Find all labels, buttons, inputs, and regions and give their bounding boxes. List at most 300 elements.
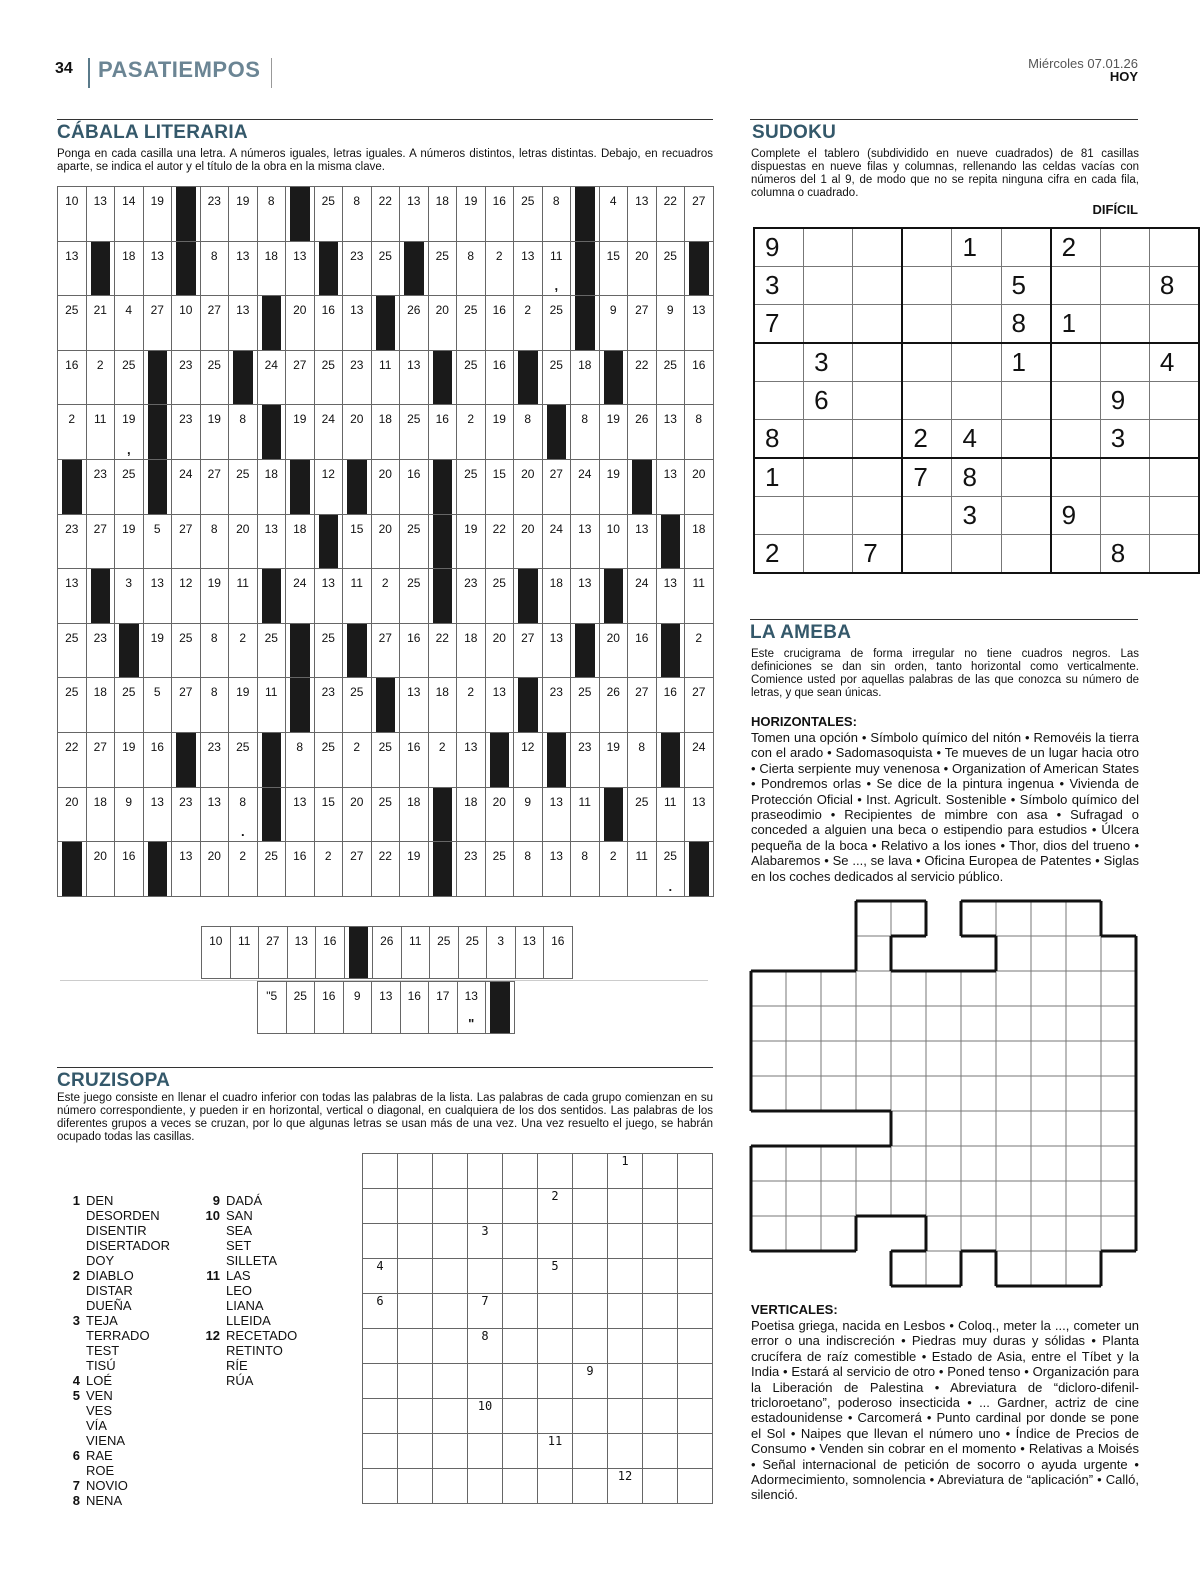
cruzisopa-cell[interactable] xyxy=(468,1329,503,1364)
ameba-cell[interactable] xyxy=(856,1181,891,1216)
sudoku-cell[interactable] xyxy=(853,228,903,267)
ameba-cell[interactable] xyxy=(821,1076,856,1111)
ameba-cell[interactable] xyxy=(961,1041,996,1076)
ameba-cell[interactable] xyxy=(1101,1076,1136,1111)
cruzisopa-cell[interactable] xyxy=(398,1469,433,1504)
code-cell xyxy=(400,787,429,842)
sudoku-cell[interactable] xyxy=(853,305,903,344)
sudoku-cell[interactable] xyxy=(902,382,952,420)
sudoku-cell[interactable] xyxy=(1149,420,1199,459)
cell-code: 26 xyxy=(635,412,649,427)
black-cell xyxy=(86,569,115,624)
ameba-cell[interactable] xyxy=(1066,971,1101,1006)
sudoku-cell[interactable] xyxy=(902,535,952,574)
ameba-cell[interactable] xyxy=(1066,1216,1101,1251)
sudoku-cell[interactable] xyxy=(1001,228,1051,267)
ameba-cell[interactable] xyxy=(926,1146,961,1181)
code-cell xyxy=(400,623,429,678)
cruzisopa-cell[interactable] xyxy=(503,1224,538,1259)
cruzisopa-cell[interactable] xyxy=(643,1259,678,1294)
cell-code: 2 xyxy=(239,849,247,864)
ameba-cell[interactable] xyxy=(926,1041,961,1076)
cruzisopa-cell[interactable] xyxy=(573,1154,608,1189)
ameba-cell[interactable] xyxy=(821,1181,856,1216)
cruzisopa-cell[interactable] xyxy=(573,1399,608,1434)
sudoku-cell[interactable] xyxy=(804,228,853,267)
sudoku-cell[interactable] xyxy=(1051,382,1101,420)
sudoku-cell[interactable] xyxy=(902,343,952,382)
sudoku-cell[interactable] xyxy=(1051,420,1101,459)
cruzisopa-cell[interactable] xyxy=(538,1259,573,1294)
cell-code: 18 xyxy=(464,630,478,645)
ameba-cell[interactable] xyxy=(1031,971,1066,1006)
ameba-cell[interactable] xyxy=(821,1041,856,1076)
sudoku-cell[interactable] xyxy=(1100,497,1149,535)
cruzisopa-cell[interactable] xyxy=(363,1294,398,1329)
cruzisopa-cell[interactable] xyxy=(433,1434,468,1469)
code-cell xyxy=(400,514,429,569)
cell-code: 27 xyxy=(635,685,649,700)
ameba-cell[interactable] xyxy=(786,1146,821,1181)
black-cell xyxy=(286,187,315,242)
ameba-cell[interactable] xyxy=(891,1181,926,1216)
cruzisopa-cell[interactable] xyxy=(678,1224,713,1259)
word-list-item xyxy=(58,1493,170,1508)
cruzisopa-cell[interactable] xyxy=(398,1259,433,1294)
cruzisopa-cell[interactable] xyxy=(503,1154,538,1189)
sudoku-cell[interactable] xyxy=(1100,267,1149,305)
ameba-cell[interactable] xyxy=(1066,1041,1101,1076)
sudoku-cell[interactable] xyxy=(1100,458,1149,497)
ameba-cell[interactable] xyxy=(1101,1146,1136,1181)
cruzisopa-cell[interactable] xyxy=(573,1329,608,1364)
ameba-cell[interactable] xyxy=(786,1076,821,1111)
ameba-cell[interactable] xyxy=(751,1146,786,1181)
ameba-cell[interactable] xyxy=(1101,1181,1136,1216)
ameba-cell[interactable] xyxy=(1066,936,1101,971)
cruzisopa-cell[interactable] xyxy=(503,1259,538,1294)
ameba-cell[interactable] xyxy=(856,901,891,936)
ameba-cell[interactable] xyxy=(1031,1251,1066,1286)
cruzisopa-cell[interactable] xyxy=(538,1224,573,1259)
ameba-cell[interactable] xyxy=(1101,1111,1136,1146)
ameba-cell[interactable] xyxy=(996,1251,1031,1286)
ameba-cell[interactable] xyxy=(786,971,821,1006)
cell-code: 5 xyxy=(153,521,161,536)
sudoku-cell[interactable] xyxy=(853,343,903,382)
ameba-cell[interactable] xyxy=(856,1076,891,1111)
sudoku-cell[interactable] xyxy=(1149,305,1199,344)
sudoku-cell[interactable] xyxy=(853,420,903,459)
cruzisopa-cell[interactable] xyxy=(678,1364,713,1399)
cruzisopa-cell[interactable] xyxy=(573,1224,608,1259)
cruzisopa-cell[interactable] xyxy=(643,1329,678,1364)
cell-code: 26 xyxy=(407,303,421,318)
sudoku-cell: 1 xyxy=(1051,305,1101,344)
sudoku-cell[interactable] xyxy=(1001,497,1051,535)
cruzisopa-cell[interactable] xyxy=(363,1154,398,1189)
word-list-item xyxy=(58,1478,170,1493)
cruzisopa-cell[interactable] xyxy=(573,1294,608,1329)
cruzisopa-cell[interactable] xyxy=(538,1364,573,1399)
ameba-cell[interactable] xyxy=(1031,1146,1066,1181)
ameba-cell[interactable] xyxy=(856,1041,891,1076)
cruzisopa-cell[interactable] xyxy=(678,1294,713,1329)
ameba-cell[interactable] xyxy=(996,1111,1031,1146)
cell-code: 20 xyxy=(293,303,307,318)
ameba-cell[interactable] xyxy=(821,971,856,1006)
sudoku-cell[interactable] xyxy=(1051,267,1101,305)
ameba-cell[interactable] xyxy=(891,1146,926,1181)
sudoku-cell[interactable] xyxy=(1051,535,1101,574)
ameba-cell[interactable] xyxy=(996,1006,1031,1041)
ameba-cell[interactable] xyxy=(786,1041,821,1076)
ameba-cell[interactable] xyxy=(891,1251,926,1286)
cruzisopa-cell[interactable] xyxy=(538,1329,573,1364)
sudoku-cell[interactable] xyxy=(804,458,853,497)
cruzisopa-cell[interactable] xyxy=(608,1364,643,1399)
sudoku-cell[interactable] xyxy=(1149,497,1199,535)
ameba-cell[interactable] xyxy=(996,1146,1031,1181)
cruzisopa-cell[interactable] xyxy=(433,1329,468,1364)
ameba-cell[interactable] xyxy=(961,901,996,936)
cruzisopa-cell[interactable] xyxy=(503,1294,538,1329)
cruzisopa-row xyxy=(363,1294,713,1329)
cruzisopa-cell[interactable] xyxy=(433,1259,468,1294)
sudoku-cell[interactable] xyxy=(804,420,853,459)
code-cell xyxy=(314,296,343,351)
ameba-cell[interactable] xyxy=(891,1041,926,1076)
cruzisopa-cell[interactable] xyxy=(468,1399,503,1434)
ameba-cell[interactable] xyxy=(856,1146,891,1181)
sudoku-cell[interactable] xyxy=(902,228,952,267)
ameba-cell[interactable] xyxy=(926,1076,961,1111)
ameba-cell[interactable] xyxy=(1066,1251,1101,1286)
ameba-cell[interactable] xyxy=(1066,901,1101,936)
sudoku-cell[interactable] xyxy=(853,458,903,497)
ameba-cell[interactable] xyxy=(751,1181,786,1216)
cruzisopa-cell[interactable] xyxy=(503,1329,538,1364)
cruzisopa-cell[interactable] xyxy=(468,1364,503,1399)
cell-code: 13 xyxy=(635,521,649,536)
code-cell xyxy=(542,678,571,733)
cruzisopa-cell[interactable] xyxy=(573,1189,608,1224)
cruzisopa-cell[interactable] xyxy=(608,1189,643,1224)
cell-code: 18 xyxy=(378,412,392,427)
cruzisopa-cell[interactable] xyxy=(678,1434,713,1469)
sudoku-cell[interactable] xyxy=(902,305,952,344)
cabala-row xyxy=(58,350,714,405)
sudoku-cell[interactable] xyxy=(1051,343,1101,382)
code-cell xyxy=(514,187,543,242)
ameba-cell[interactable] xyxy=(751,1076,786,1111)
cruzisopa-cell[interactable] xyxy=(398,1294,433,1329)
cruzisopa-cell[interactable] xyxy=(643,1294,678,1329)
cruzisopa-cell[interactable] xyxy=(433,1364,468,1399)
cruzisopa-cell[interactable] xyxy=(538,1189,573,1224)
sudoku-cell[interactable] xyxy=(952,535,1001,574)
sudoku-cell[interactable] xyxy=(853,497,903,535)
cruzisopa-cell[interactable] xyxy=(363,1224,398,1259)
cruzisopa-cell[interactable] xyxy=(503,1364,538,1399)
cruzisopa-cell[interactable] xyxy=(608,1399,643,1434)
ameba-cell[interactable] xyxy=(1066,1146,1101,1181)
cruzisopa-cell[interactable] xyxy=(433,1224,468,1259)
ameba-cell[interactable] xyxy=(961,1076,996,1111)
sudoku-cell[interactable] xyxy=(902,267,952,305)
black-cell xyxy=(229,350,258,405)
sudoku-cell[interactable] xyxy=(902,497,952,535)
ameba-cell[interactable] xyxy=(961,1181,996,1216)
ameba-cell[interactable] xyxy=(961,971,996,1006)
ameba-cell[interactable] xyxy=(1031,1006,1066,1041)
cruzisopa-cell[interactable] xyxy=(433,1154,468,1189)
cruzisopa-cell[interactable] xyxy=(398,1329,433,1364)
cruzisopa-cell[interactable] xyxy=(468,1189,503,1224)
code-cell xyxy=(656,187,685,242)
cruzisopa-cell[interactable] xyxy=(608,1434,643,1469)
cruzisopa-cell[interactable] xyxy=(398,1399,433,1434)
ameba-cell[interactable] xyxy=(821,1006,856,1041)
cruzisopa-rule xyxy=(57,1067,713,1068)
cruzisopa-cell[interactable] xyxy=(503,1434,538,1469)
ameba-cell[interactable] xyxy=(1031,1076,1066,1111)
cruzisopa-cell[interactable] xyxy=(503,1399,538,1434)
ameba-cell[interactable] xyxy=(786,1216,821,1251)
cruzisopa-cell[interactable] xyxy=(398,1154,433,1189)
ameba-cell[interactable] xyxy=(961,1146,996,1181)
ameba-cell[interactable] xyxy=(1031,1216,1066,1251)
sudoku-cell[interactable] xyxy=(1100,228,1149,267)
sudoku-cell[interactable] xyxy=(1149,458,1199,497)
ameba-cell[interactable] xyxy=(786,1181,821,1216)
ameba-cell[interactable] xyxy=(926,971,961,1006)
cruzisopa-cell[interactable] xyxy=(573,1469,608,1504)
sudoku-cell[interactable] xyxy=(1001,382,1051,420)
cruzisopa-cell[interactable] xyxy=(678,1399,713,1434)
cruzisopa-cell[interactable] xyxy=(538,1434,573,1469)
ameba-cell[interactable] xyxy=(996,1041,1031,1076)
ameba-cell[interactable] xyxy=(926,1181,961,1216)
sudoku-cell[interactable] xyxy=(952,267,1001,305)
cruzisopa-cell[interactable] xyxy=(363,1399,398,1434)
cruzisopa-cell[interactable] xyxy=(363,1259,398,1294)
ameba-cell[interactable] xyxy=(996,901,1031,936)
ameba-cell[interactable] xyxy=(1031,1181,1066,1216)
sudoku-cell[interactable] xyxy=(754,382,804,420)
code-cell xyxy=(143,569,172,624)
cruzisopa-cell[interactable] xyxy=(678,1469,713,1504)
ameba-cell[interactable] xyxy=(926,1006,961,1041)
cruzisopa-cell[interactable] xyxy=(363,1329,398,1364)
cruzisopa-cell[interactable] xyxy=(363,1469,398,1504)
cruzisopa-cell[interactable] xyxy=(643,1189,678,1224)
cruzisopa-cell[interactable] xyxy=(643,1434,678,1469)
sudoku-cell[interactable] xyxy=(804,267,853,305)
ameba-cell[interactable] xyxy=(1101,936,1136,971)
ameba-cell[interactable] xyxy=(1031,1041,1066,1076)
cell-code: 23 xyxy=(321,685,335,700)
sudoku-cell[interactable] xyxy=(1001,458,1051,497)
cell-code: 23 xyxy=(207,194,221,208)
cruzisopa-cell[interactable] xyxy=(643,1364,678,1399)
cruzisopa-cell[interactable] xyxy=(433,1469,468,1504)
cruzisopa-cell[interactable] xyxy=(468,1259,503,1294)
sudoku-cell[interactable] xyxy=(1149,535,1199,574)
cruzisopa-cell[interactable] xyxy=(678,1154,713,1189)
ameba-cell[interactable] xyxy=(1066,1181,1101,1216)
ameba-cell[interactable] xyxy=(926,1251,961,1286)
ameba-cell[interactable] xyxy=(1101,1216,1136,1251)
ameba-cell[interactable] xyxy=(1101,971,1136,1006)
cruzisopa-cell[interactable] xyxy=(363,1189,398,1224)
ameba-cell[interactable] xyxy=(821,1146,856,1181)
ameba-cell[interactable] xyxy=(1031,1111,1066,1146)
ameba-cell[interactable] xyxy=(996,971,1031,1006)
code-cell xyxy=(58,623,87,678)
ameba-cell[interactable] xyxy=(1031,901,1066,936)
cruzisopa-cell[interactable] xyxy=(433,1294,468,1329)
ameba-cell[interactable] xyxy=(926,1216,961,1251)
ameba-cell[interactable] xyxy=(1066,1006,1101,1041)
ameba-cell[interactable] xyxy=(751,971,786,1006)
ameba-cell[interactable] xyxy=(856,971,891,1006)
cell-code: 13 xyxy=(407,357,421,372)
ameba-cell[interactable] xyxy=(996,1216,1031,1251)
ameba-cell[interactable] xyxy=(996,1076,1031,1111)
cruzisopa-cell[interactable] xyxy=(398,1434,433,1469)
cruzisopa-cell[interactable] xyxy=(538,1399,573,1434)
code-cell xyxy=(457,296,486,351)
ameba-cell[interactable] xyxy=(891,901,926,936)
cruzisopa-cell[interactable] xyxy=(363,1434,398,1469)
cell-code: 22 xyxy=(663,194,677,208)
cruzisopa-cell[interactable] xyxy=(573,1259,608,1294)
sudoku-cell[interactable] xyxy=(754,497,804,535)
sudoku-cell[interactable] xyxy=(952,343,1001,382)
sudoku-cell[interactable] xyxy=(1001,535,1051,574)
ameba-cell[interactable] xyxy=(856,936,891,971)
ameba-cell[interactable] xyxy=(961,1216,996,1251)
cruzisopa-cell[interactable] xyxy=(363,1364,398,1399)
code-cell xyxy=(371,241,400,296)
ameba-cell[interactable] xyxy=(751,1006,786,1041)
sudoku-cell[interactable] xyxy=(1100,343,1149,382)
cruzisopa-cell[interactable] xyxy=(608,1469,643,1504)
cruzisopa-cell[interactable] xyxy=(468,1469,503,1504)
cabala-row xyxy=(58,296,714,351)
cell-code: 8 xyxy=(638,739,646,754)
cruzisopa-cell[interactable] xyxy=(643,1154,678,1189)
cell-code: 20 xyxy=(692,466,706,481)
sudoku-cell[interactable] xyxy=(1100,305,1149,344)
cruzisopa-cell[interactable] xyxy=(643,1469,678,1504)
cruzisopa-cell[interactable] xyxy=(608,1259,643,1294)
ameba-cell[interactable] xyxy=(961,1006,996,1041)
cell-code: 20 xyxy=(435,303,449,318)
sudoku-cell[interactable] xyxy=(754,343,804,382)
ameba-cell[interactable] xyxy=(786,1006,821,1041)
cruzisopa-cell[interactable] xyxy=(678,1189,713,1224)
sudoku-cell[interactable] xyxy=(1149,382,1199,420)
cruzisopa-cell[interactable] xyxy=(643,1224,678,1259)
cruzisopa-cell[interactable] xyxy=(573,1364,608,1399)
cruzisopa-cell[interactable] xyxy=(468,1294,503,1329)
sudoku-cell[interactable] xyxy=(1051,458,1101,497)
ameba-cell[interactable] xyxy=(1066,1111,1101,1146)
sudoku-cell[interactable] xyxy=(804,535,853,574)
cruzisopa-cell[interactable] xyxy=(643,1399,678,1434)
sudoku-cell[interactable] xyxy=(952,382,1001,420)
code-cell xyxy=(400,842,429,897)
sudoku-cell: 8 xyxy=(952,458,1001,497)
cruzisopa-cell[interactable] xyxy=(433,1399,468,1434)
cell-code: 11 xyxy=(409,934,422,948)
cruzisopa-cell[interactable] xyxy=(608,1154,643,1189)
ameba-cell[interactable] xyxy=(751,1041,786,1076)
sudoku-cell[interactable] xyxy=(804,497,853,535)
cruzisopa-cell[interactable] xyxy=(468,1434,503,1469)
cruzisopa-cell[interactable] xyxy=(538,1154,573,1189)
ameba-cell[interactable] xyxy=(891,1006,926,1041)
ameba-cell[interactable] xyxy=(856,1006,891,1041)
black-cell xyxy=(542,405,571,460)
sudoku-cell[interactable] xyxy=(1149,228,1199,267)
cell-code: 19 xyxy=(207,576,221,591)
cruzisopa-cell[interactable] xyxy=(608,1224,643,1259)
cruzisopa-cell[interactable] xyxy=(468,1224,503,1259)
ameba-cell[interactable] xyxy=(926,1111,961,1146)
cruzisopa-cell[interactable] xyxy=(573,1434,608,1469)
ameba-cell[interactable] xyxy=(1101,1041,1136,1076)
cruzisopa-cell[interactable] xyxy=(538,1469,573,1504)
sudoku-cell[interactable] xyxy=(1001,420,1051,459)
ameba-cell[interactable] xyxy=(821,1216,856,1251)
sudoku-cell[interactable] xyxy=(952,305,1001,344)
cruzisopa-cell[interactable] xyxy=(678,1259,713,1294)
word-entry: RETINTO xyxy=(226,1343,283,1358)
ameba-cell[interactable] xyxy=(1066,1076,1101,1111)
ameba-cell[interactable] xyxy=(1101,1006,1136,1041)
sudoku-cell[interactable] xyxy=(853,267,903,305)
sudoku-cell[interactable] xyxy=(804,305,853,344)
cruzisopa-cell[interactable] xyxy=(538,1294,573,1329)
cruzisopa-cell[interactable] xyxy=(608,1294,643,1329)
cell-code: 27 xyxy=(692,685,706,700)
word-list-item xyxy=(198,1208,297,1223)
sudoku-cell[interactable] xyxy=(853,382,903,420)
cruzisopa-cell[interactable] xyxy=(398,1189,433,1224)
cruzisopa-cell[interactable] xyxy=(503,1189,538,1224)
cruzisopa-cell[interactable] xyxy=(503,1469,538,1504)
ameba-cell[interactable] xyxy=(996,936,1031,971)
ameba-cell[interactable] xyxy=(891,1076,926,1111)
cruzisopa-cell[interactable] xyxy=(398,1364,433,1399)
ameba-cell[interactable] xyxy=(1031,936,1066,971)
cruzisopa-cell[interactable] xyxy=(468,1154,503,1189)
cruzisopa-cell[interactable] xyxy=(398,1224,433,1259)
ameba-cell[interactable] xyxy=(751,1216,786,1251)
code-cell xyxy=(286,787,315,842)
cruzisopa-cell[interactable] xyxy=(608,1329,643,1364)
code-cell xyxy=(200,241,229,296)
cruzisopa-cell[interactable] xyxy=(678,1329,713,1364)
ameba-cell[interactable] xyxy=(961,1111,996,1146)
ameba-cell[interactable] xyxy=(891,1111,926,1146)
ameba-cell[interactable] xyxy=(891,971,926,1006)
ameba-cell[interactable] xyxy=(996,1181,1031,1216)
cruzisopa-cell[interactable] xyxy=(433,1189,468,1224)
